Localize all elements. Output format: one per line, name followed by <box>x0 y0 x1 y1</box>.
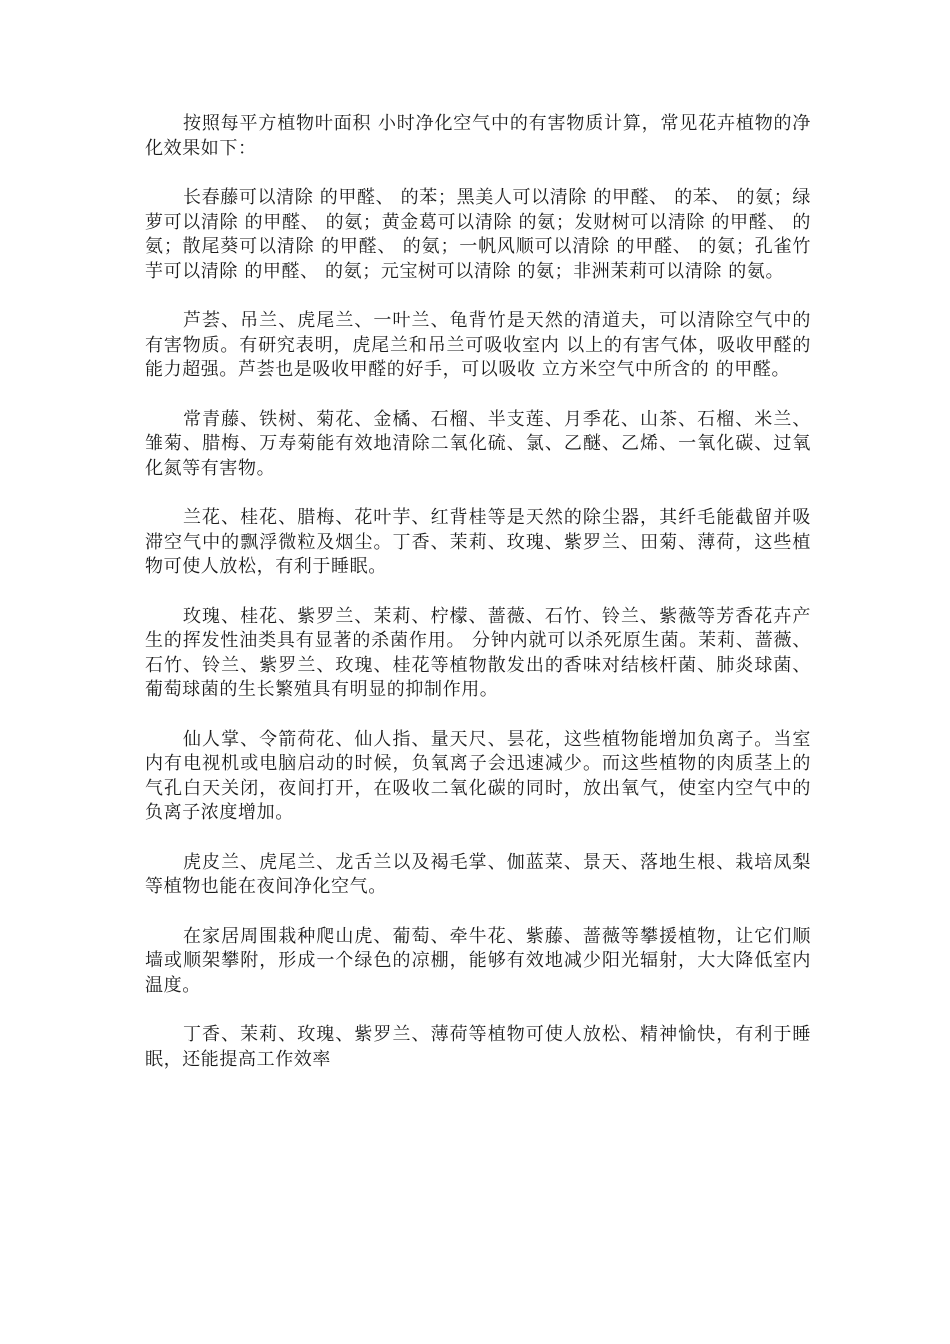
paragraph-negative-ions: 仙人掌、令箭荷花、仙人指、量天尺、昙花，这些植物能增加负离子。当室内有电视机或电脑启动的时候，负氧离子会迅速减少。而这些植物的肉质茎上的气孔白天关闭，夜间打开，在吸收二氧化碳的同时，放出氧气，使室内空气中的负离子浓度增加。 <box>145 728 811 823</box>
paragraph-relaxation: 丁香、茉莉、玫瑰、紫罗兰、薄荷等植物可使人放松、精神愉快，有利于睡眠，还能提高工作效率 <box>145 1024 811 1070</box>
paragraph-aromatic-sterilization: 玫瑰、桂花、紫罗兰、茉莉、柠檬、蔷薇、石竹、铃兰、紫薇等芳香花卉产生的挥发性油类具有显著的杀菌作用。 分钟内就可以杀死原生菌。茉莉、蔷薇、石竹、铃兰、紫罗兰、玫瑰、桂花等植物散发出的香味对结核杆菌、肺炎球菌、葡萄球菌的生长繁殖具有明显的抑制作用。 <box>145 605 811 700</box>
document-body <box>145 112 811 1097</box>
paragraph-dust-removal: 兰花、桂花、腊梅、花叶芋、红背桂等是天然的除尘器，其纤毛能截留并吸滞空气中的飘浮微粒及烟尘。丁香、茉莉、玫瑰、紫罗兰、田菊、薄荷，这些植物可使人放松，有利于睡眠。 <box>145 507 811 577</box>
paragraph-ivy-sulfur-dioxide: 常青藤、铁树、菊花、金橘、石榴、半支莲、月季花、山茶、石榴、米兰、雏菊、腊梅、万寿菊能有效地清除二氧化硫、氯、乙醚、乙烯、一氧化碳、过氧化氮等有害物。 <box>145 408 811 479</box>
paragraph-night-purification: 虎皮兰、虎尾兰、龙舌兰以及褐毛掌、伽蓝菜、景天、落地生根、栽培凤梨等植物也能在夜间净化空气。 <box>145 851 811 897</box>
paragraph-aloe-spider-plant: 芦荟、吊兰、虎尾兰、一叶兰、龟背竹是天然的清道夫，可以清除空气中的有害物质。有研究表明，虎尾兰和吊兰可吸收室内 以上的有害气体，吸收甲醛的能力超强。芦荟也是吸收甲醛的好手，可以吸收 立方米空气中所含的 的甲醛。 <box>145 310 811 380</box>
paragraph-purification-list: 长春藤可以清除 的甲醛、 的苯；黑美人可以清除 的甲醛、 的苯、 的氨；绿萝可以清除 的甲醛、 的氨；黄金葛可以清除 的氨；发财树可以清除 的甲醛、 的氨；散尾葵可以清除 的甲醛、 的氨；一帆风顺可以清除 的甲醛、 的氨；孔雀竹芋可以清除 的甲醛、 的氨；元宝树可以清除 的氨；非洲茉莉可以清除 的氨。 <box>145 187 811 282</box>
paragraph-climbing-plants: 在家居周围栽种爬山虎、葡萄、牵牛花、紫藤、蔷薇等攀援植物，让它们顺墙或顺架攀附，形成一个绿色的凉棚，能够有效地减少阳光辐射，大大降低室内温度。 <box>145 925 811 996</box>
paragraph-intro: 按照每平方植物叶面积 小时净化空气中的有害物质计算，常见花卉植物的净化效果如下： <box>145 113 811 159</box>
